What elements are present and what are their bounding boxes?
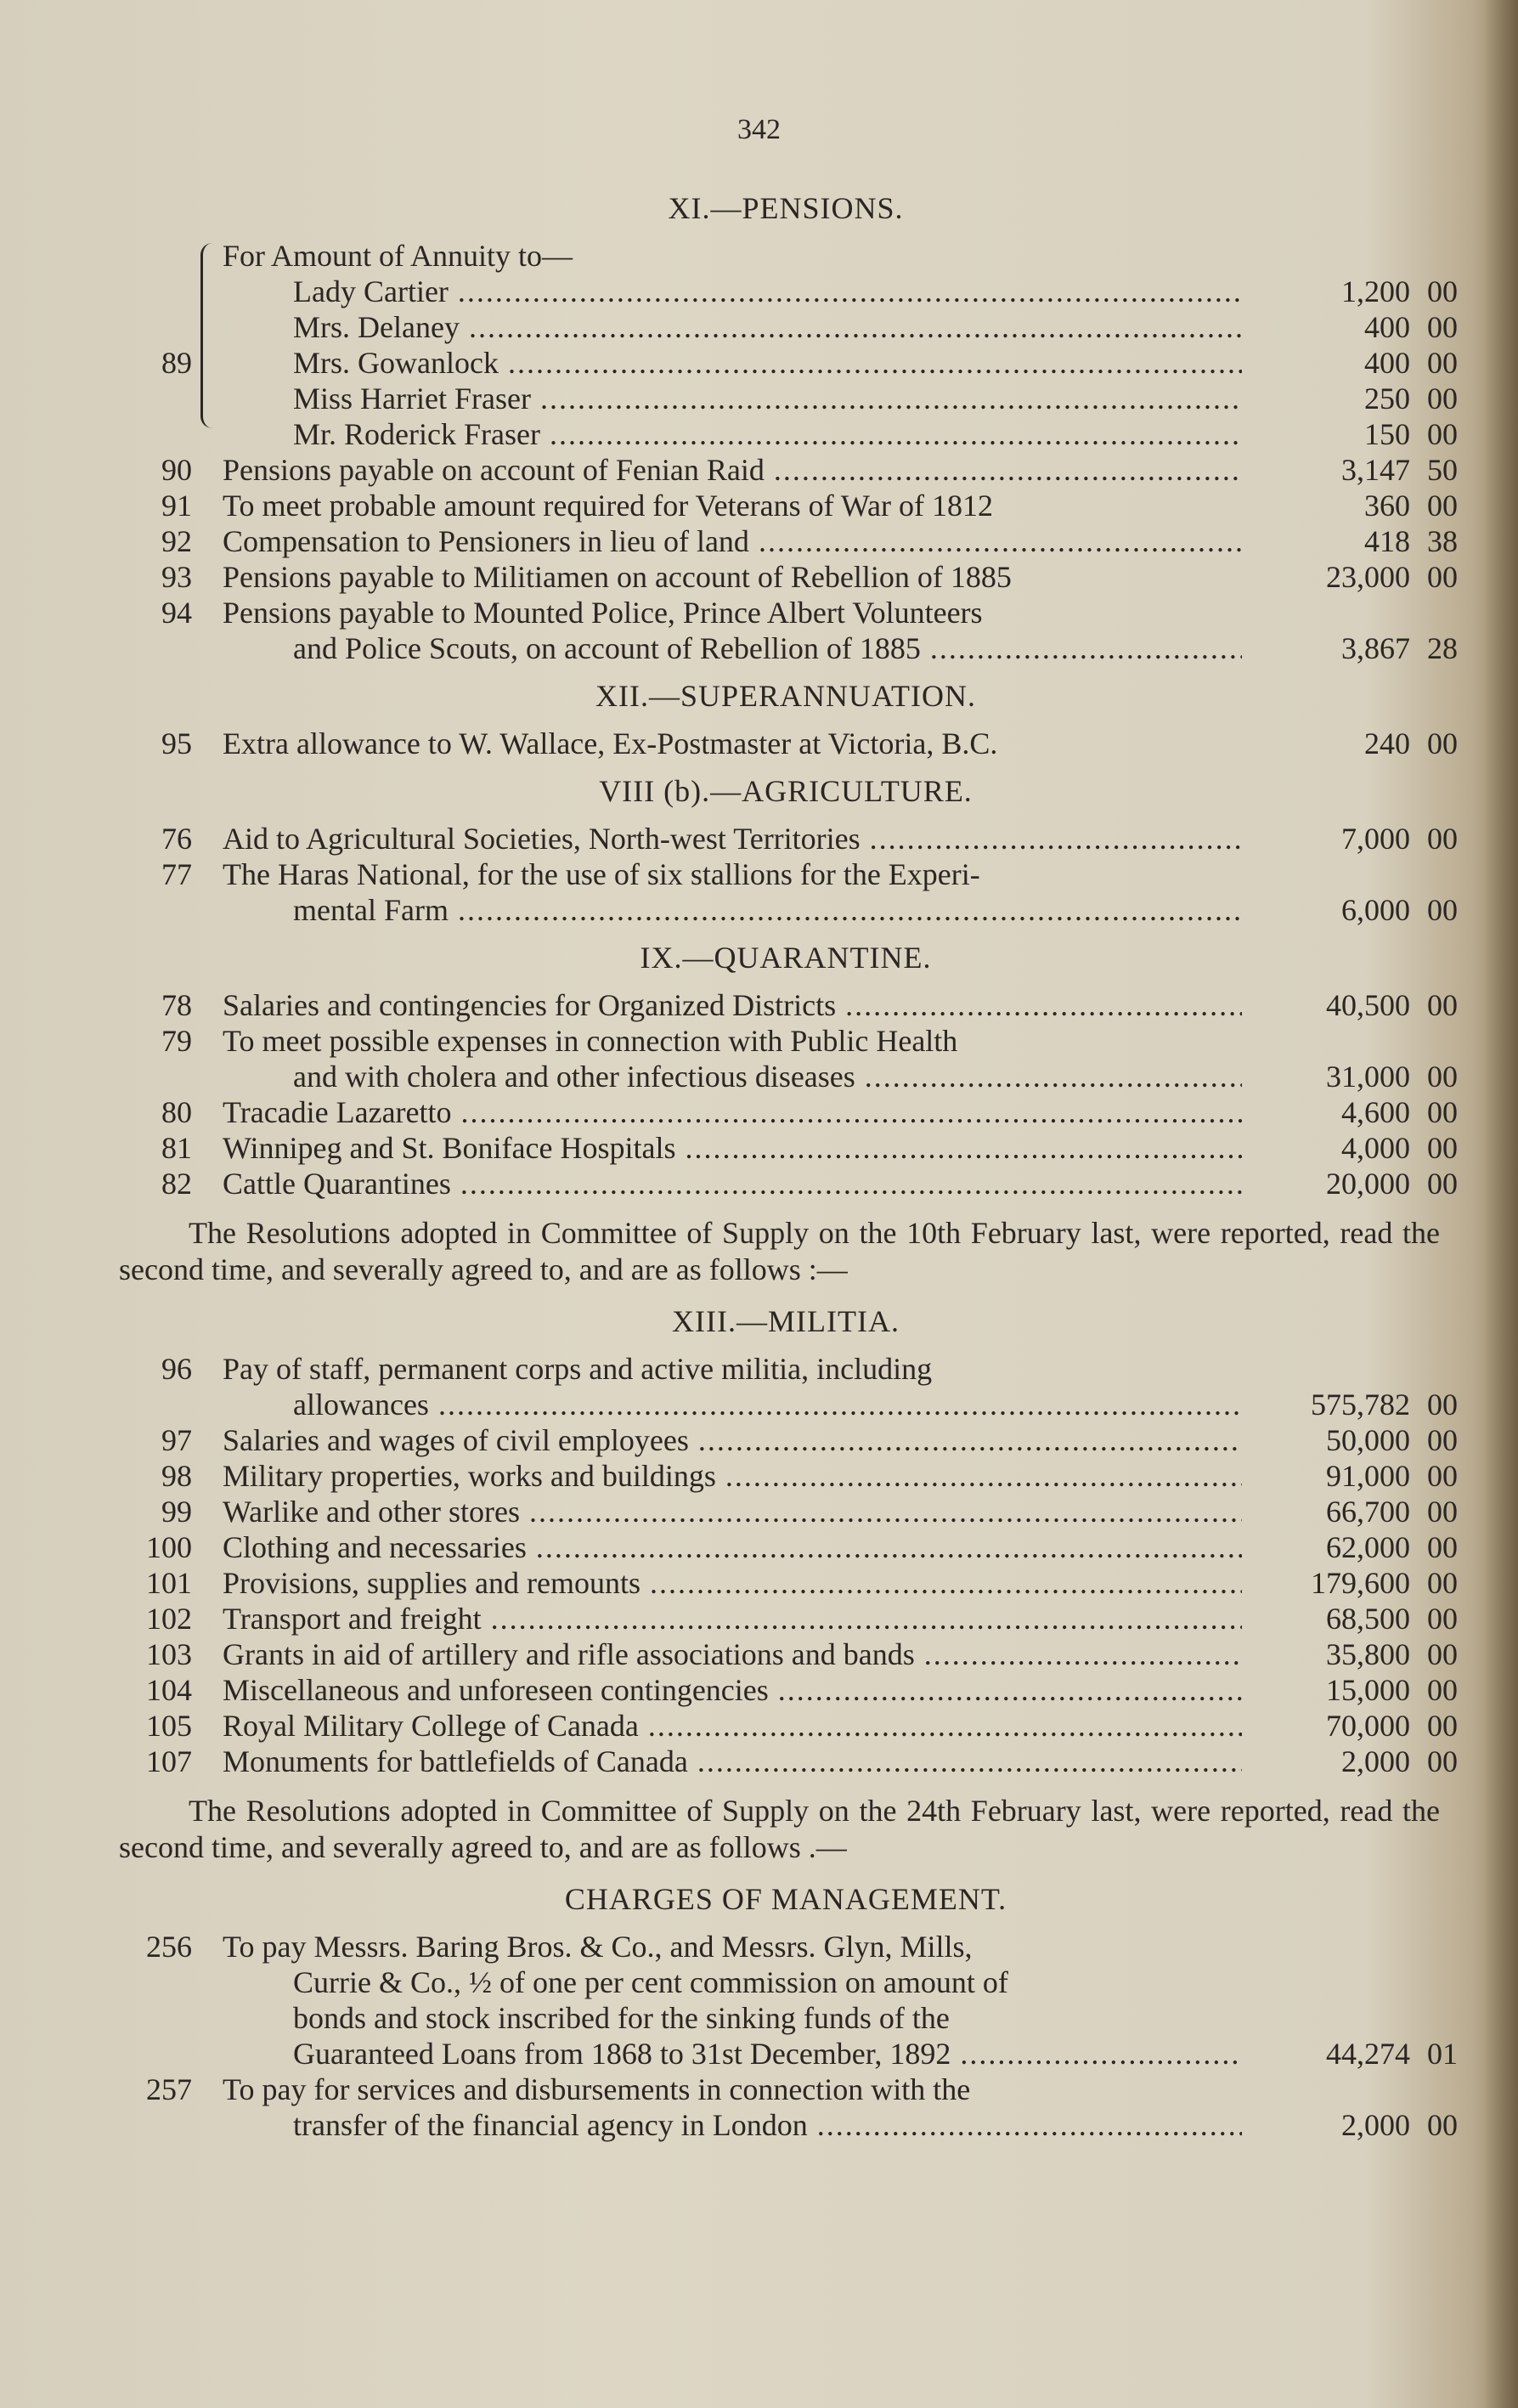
amount: 6,000	[1341, 893, 1410, 927]
cents: 00	[1427, 560, 1458, 594]
amount: 31,000	[1326, 1060, 1410, 1094]
item-text: Compensation to Pensioners in lieu of land .....	[223, 523, 1242, 559]
amount: 4,600	[1341, 1095, 1410, 1129]
cents: 00	[1427, 1530, 1458, 1564]
amount: 400	[1364, 310, 1410, 344]
annuity-name: Lady Cartier .....	[293, 274, 1242, 309]
item-number: 104	[146, 1673, 192, 1707]
amount: 418	[1364, 524, 1410, 558]
item-number: 77	[161, 857, 192, 891]
item-number: 95	[161, 726, 192, 760]
line-item	[119, 1601, 1458, 1636]
item-text: mental Farm .....	[293, 892, 1242, 928]
item-text: Provisions, supplies and remounts .....	[223, 1565, 1242, 1601]
item-number: 90	[161, 453, 192, 487]
amount: 50,000	[1326, 1423, 1410, 1457]
item-text: Transport and freight .....	[223, 1601, 1242, 1636]
item-number: 103	[146, 1637, 192, 1671]
line-item-continuation	[119, 2107, 1458, 2143]
resolution-paragraph: The Resolutions adopted in Committee of Supply on the 24th February last, were reported, read the second time, and severally agreed to, and are as follows .—	[119, 1794, 1440, 1864]
line-item	[119, 1094, 1458, 1130]
amount: 68,500	[1326, 1602, 1410, 1636]
militia-heading: XIII.—MILITIA.	[672, 1304, 900, 1338]
cents: 00	[1427, 1388, 1458, 1422]
item-text: Miscellaneous and unforeseen contingencies .....	[223, 1672, 1242, 1708]
amount: 2,000	[1341, 1744, 1410, 1778]
cents: 00	[1427, 1673, 1458, 1707]
item-text: Royal Military College of Canada .....	[223, 1708, 1242, 1744]
item-number: 82	[161, 1167, 192, 1201]
line-item	[119, 2072, 1453, 2107]
item-text: Clothing and necessaries .....	[223, 1529, 1242, 1565]
cents: 38	[1427, 524, 1458, 558]
annuity-name: Miss Harriet Fraser .....	[293, 381, 1242, 416]
agriculture-heading: VIII (b).—AGRICULTURE.	[599, 774, 973, 808]
cents: 28	[1427, 631, 1458, 665]
line-item	[119, 1458, 1458, 1494]
cents: 00	[1427, 1423, 1458, 1457]
annuity-intro-row	[119, 238, 1453, 274]
item-text: Currie & Co., ½ of one per cent commission on amount of	[293, 1965, 1008, 1999]
amount: 35,800	[1326, 1637, 1410, 1671]
line-item-continuation	[119, 1059, 1458, 1094]
item-text: allowances .....	[293, 1387, 1242, 1422]
amount: 15,000	[1326, 1673, 1410, 1707]
line-item	[119, 595, 1453, 630]
item-text: Extra allowance to W. Wallace, Ex-Postmaster at Victoria, B.C.	[223, 726, 998, 760]
line-item	[119, 523, 1458, 559]
item-text: Grants in aid of artillery and rifle associations and bands .....	[223, 1636, 1242, 1672]
amount: 7,000	[1341, 822, 1410, 856]
line-item-continuation	[119, 1964, 1453, 2000]
annuity-row	[119, 345, 1458, 381]
item-text: Guaranteed Loans from 1868 to 31st December, 1892 .....	[293, 2036, 1242, 2072]
amount: 179,600	[1311, 1566, 1410, 1600]
cents: 00	[1427, 346, 1458, 380]
amount: 20,000	[1326, 1167, 1410, 1201]
item-number: 94	[161, 596, 192, 630]
line-item	[119, 1708, 1458, 1744]
superannuation-heading: XII.—SUPERANNUATION.	[595, 679, 976, 713]
amount: 3,867	[1341, 631, 1410, 665]
amount: 23,000	[1326, 560, 1410, 594]
item-number: 98	[161, 1459, 192, 1493]
cents: 00	[1427, 1131, 1458, 1165]
line-item-continuation	[119, 2036, 1458, 2072]
cents: 00	[1427, 2108, 1458, 2142]
cents: 00	[1427, 417, 1458, 451]
item-number: 102	[146, 1602, 192, 1636]
item-text: transfer of the financial agency in London .....	[293, 2107, 1242, 2143]
item-number: 76	[161, 822, 192, 856]
cents: 00	[1427, 822, 1458, 856]
quarantine-heading: IX.—QUARANTINE.	[640, 941, 932, 975]
line-item	[119, 1351, 1453, 1387]
page-number: 342	[737, 114, 781, 145]
amount: 360	[1364, 489, 1410, 523]
item-text: Pensions payable to Militiamen on account of Rebellion of 1885	[223, 560, 1012, 594]
amount: 62,000	[1326, 1530, 1410, 1564]
line-item-continuation	[119, 630, 1458, 666]
line-item	[119, 726, 1458, 761]
line-item	[119, 1494, 1458, 1529]
line-item	[119, 821, 1458, 856]
cents: 00	[1427, 1744, 1458, 1778]
line-item	[119, 1672, 1458, 1708]
annuity-name: Mr. Roderick Fraser .....	[293, 416, 1242, 452]
item-text: bonds and stock inscribed for the sinking funds of the	[293, 2001, 950, 2035]
annuity-name: Mrs. Delaney .....	[293, 309, 1242, 345]
annuity-row	[119, 274, 1458, 309]
amount: 40,500	[1326, 988, 1410, 1022]
annuity-row	[119, 416, 1458, 452]
line-item	[119, 987, 1458, 1023]
amount: 240	[1364, 726, 1410, 760]
cents: 00	[1427, 988, 1458, 1022]
book-spine-shadow	[1484, 0, 1518, 2408]
amount: 400	[1364, 346, 1410, 380]
line-item	[119, 1422, 1458, 1458]
item-number: 89	[161, 346, 192, 380]
item-text: To meet probable amount required for Veterans of War of 1812	[223, 489, 993, 523]
line-item	[119, 1023, 1453, 1059]
item-number: 92	[161, 524, 192, 558]
item-number: 96	[161, 1352, 192, 1386]
cents: 00	[1427, 382, 1458, 415]
amount: 2,000	[1341, 2108, 1410, 2142]
item-text: and Police Scouts, on account of Rebellion of 1885 .....	[293, 630, 1242, 666]
cents: 00	[1427, 893, 1458, 927]
item-number: 97	[161, 1423, 192, 1457]
management-heading: CHARGES OF MANAGEMENT.	[564, 1882, 1007, 1916]
cents: 00	[1427, 489, 1458, 523]
cents: 00	[1427, 274, 1458, 308]
line-item	[119, 1929, 1453, 1964]
cents: 00	[1427, 1095, 1458, 1129]
amount: 66,700	[1326, 1495, 1410, 1529]
cents: 50	[1427, 453, 1458, 487]
item-text: Salaries and contingencies for Organized Districts .....	[223, 987, 1242, 1023]
item-number: 80	[161, 1095, 192, 1129]
item-text: Military properties, works and buildings .....	[223, 1458, 1242, 1494]
amount: 1,200	[1341, 274, 1410, 308]
cents: 00	[1427, 1495, 1458, 1529]
line-item	[119, 559, 1458, 595]
cents: 00	[1427, 1709, 1458, 1743]
item-text: Cattle Quarantines .....	[223, 1166, 1242, 1201]
item-text: The Haras National, for the use of six stallions for the Experi-	[223, 857, 980, 891]
line-item	[119, 856, 1453, 892]
item-number: 256	[146, 1930, 192, 1964]
item-text: Pay of staff, permanent corps and active militia, including	[223, 1352, 933, 1386]
page-content	[119, 178, 1458, 2143]
item-number: 81	[161, 1131, 192, 1165]
item-text: Warlike and other stores .....	[223, 1494, 1242, 1529]
item-text: Pensions payable on account of Fenian Raid .....	[223, 452, 1242, 488]
cents: 00	[1427, 310, 1458, 344]
cents: 00	[1427, 1602, 1458, 1636]
resolution-paragraph: The Resolutions adopted in Committee of Supply on the 10th February last, were reported, read the second time, and severally agreed to, and are as follows :—	[119, 1216, 1440, 1286]
amount: 250	[1364, 382, 1410, 415]
annuity-intro: For Amount of Annuity to—	[223, 239, 573, 273]
item-number: 91	[161, 489, 192, 523]
item-number: 101	[146, 1566, 192, 1600]
line-item	[119, 1744, 1458, 1779]
item-number: 79	[161, 1024, 192, 1058]
line-item-continuation	[119, 2000, 1453, 2036]
line-item	[119, 1166, 1458, 1201]
item-text: To pay for services and disbursements in connection with the	[223, 2072, 971, 2106]
item-number: 99	[161, 1495, 192, 1529]
item-text: To pay Messrs. Baring Bros. & Co., and Messrs. Glyn, Mills,	[223, 1930, 973, 1964]
line-item-continuation	[119, 1387, 1458, 1422]
cents: 00	[1427, 1060, 1458, 1094]
militia-items-list	[119, 1422, 1458, 1779]
item-text: To meet possible expenses in connection with Public Health	[223, 1024, 958, 1058]
line-item	[119, 488, 1458, 523]
item-number: 257	[146, 2072, 192, 2106]
amount: 3,147	[1341, 453, 1410, 487]
item-text: and with cholera and other infectious diseases .....	[293, 1059, 1242, 1094]
annuity-name: Mrs. Gowanlock .....	[293, 345, 1242, 381]
amount: 575,782	[1311, 1388, 1410, 1422]
item-number: 78	[161, 988, 192, 1022]
pensions-heading: XI.—PENSIONS.	[668, 191, 904, 225]
line-item	[119, 1565, 1458, 1601]
item-text: Salaries and wages of civil employees .....	[223, 1422, 1242, 1458]
cents: 00	[1427, 1566, 1458, 1600]
amount: 150	[1364, 417, 1410, 451]
annuity-row	[119, 381, 1458, 416]
cents: 00	[1427, 1459, 1458, 1493]
line-item	[119, 452, 1458, 488]
annuity-row	[119, 309, 1458, 345]
line-item	[119, 1130, 1458, 1166]
amount: 70,000	[1326, 1709, 1410, 1743]
item-number: 100	[146, 1530, 192, 1564]
cents: 01	[1427, 2037, 1458, 2071]
line-item	[119, 1636, 1458, 1672]
annuity-group	[119, 238, 1458, 452]
cents: 00	[1427, 1167, 1458, 1201]
line-item	[119, 1529, 1458, 1565]
amount: 91,000	[1326, 1459, 1410, 1493]
item-text: Pensions payable to Mounted Police, Prince Albert Volunteers	[223, 596, 983, 630]
item-number: 93	[161, 560, 192, 594]
item-text: Winnipeg and St. Boniface Hospitals .....	[223, 1130, 1242, 1166]
item-text: Aid to Agricultural Societies, North-west Territories .....	[223, 821, 1242, 856]
item-number: 105	[146, 1709, 192, 1743]
item-number: 107	[146, 1744, 192, 1778]
amount: 44,274	[1326, 2037, 1410, 2071]
line-item-continuation	[119, 892, 1458, 928]
item-text: Monuments for battlefields of Canada .....	[223, 1744, 1242, 1779]
amount: 4,000	[1341, 1131, 1410, 1165]
cents: 00	[1427, 1637, 1458, 1671]
cents: 00	[1427, 726, 1458, 760]
item-text: Tracadie Lazaretto .....	[223, 1094, 1242, 1130]
